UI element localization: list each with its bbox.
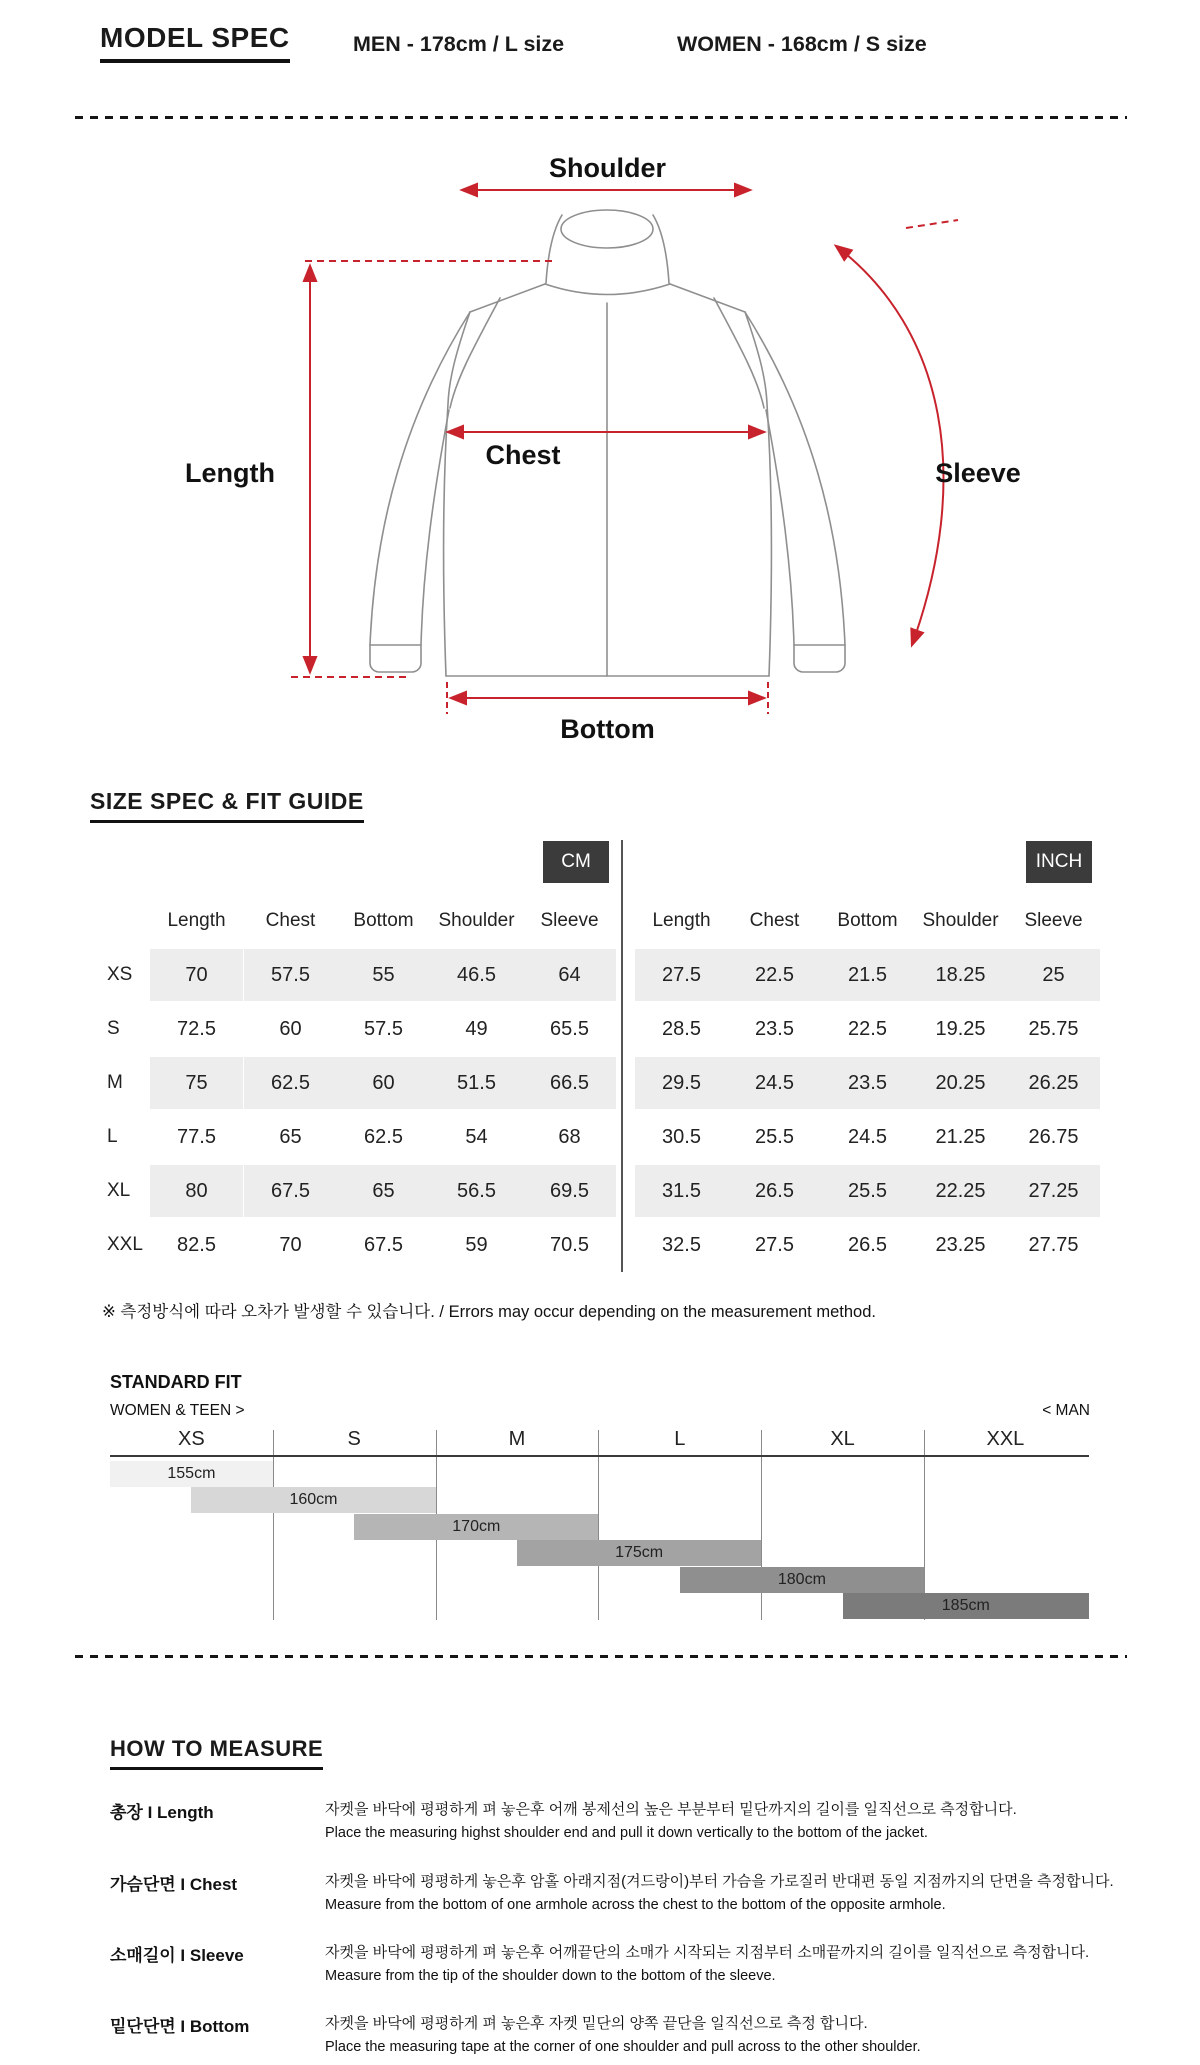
size-row-label: M	[107, 1072, 123, 1093]
inch-value-cell: 26.25	[1007, 1057, 1100, 1109]
standard-fit-left-label: WOMEN & TEEN >	[110, 1402, 245, 1419]
measure-item-en: Measure from the bottom of one armhole across the chest to the bottom of the opposite armhole.	[325, 1897, 946, 1913]
cm-value-cell: 62.5	[244, 1057, 337, 1109]
bottom-label: Bottom	[560, 714, 655, 744]
cm-value-cell: 64	[523, 949, 616, 1001]
inch-value-cell: 24.5	[728, 1057, 821, 1109]
fit-chart-bar: 175cm	[517, 1540, 761, 1566]
cm-value-cell: 51.5	[430, 1057, 523, 1109]
cm-value-cell: 49	[465, 1018, 488, 1040]
bottom-dashed-divider	[75, 1655, 1127, 1658]
how-to-measure-title: HOW TO MEASURE	[110, 1736, 323, 1770]
measure-item-kr: 자켓을 바닥에 평평하게 놓은후 암홀 아래지점(겨드랑이)부터 가슴을 가로질러 반대편 동일 지점까지의 단면을 측정합니다.	[325, 1873, 1114, 1890]
fit-chart-bar: 180cm	[680, 1567, 924, 1593]
inch-value-cell: 27.75	[1028, 1234, 1079, 1256]
inch-col-header: Sleeve	[1024, 910, 1083, 931]
measure-item-kr: 자켓을 바닥에 평평하게 펴 놓은후 자켓 밑단의 양쪽 끝단을 일직선으로 측정 합니다.	[325, 2015, 868, 2032]
cm-value-cell: 57.5	[244, 949, 337, 1001]
size-row-label: XL	[107, 1180, 131, 1201]
inch-value-cell: 22.5	[728, 949, 821, 1001]
size-row-label: S	[107, 1018, 120, 1039]
sleeve-label: Sleeve	[935, 458, 1021, 488]
fit-chart-size-label: XL	[830, 1428, 855, 1450]
cm-value-cell: 70.5	[550, 1234, 589, 1256]
cm-col-header: Shoulder	[438, 910, 515, 931]
size-row-label: XS	[107, 964, 133, 985]
measure-item-label: 소매길이 I Sleeve	[110, 1946, 244, 1965]
cm-value-cell: 77.5	[177, 1126, 216, 1148]
fit-chart-size-label: M	[508, 1428, 526, 1450]
inch-value-cell: 32.5	[662, 1234, 701, 1256]
inch-value-cell: 26.5	[848, 1234, 887, 1256]
inch-value-cell: 25.75	[1028, 1018, 1079, 1040]
measure-item-en: Place the measuring tape at the corner of one shoulder and pull across to the other shoulder.	[325, 2039, 921, 2055]
inch-value-cell: 26.5	[728, 1165, 821, 1217]
cm-col-header: Length	[167, 910, 226, 931]
cm-value-cell: 54	[465, 1126, 488, 1148]
cm-value-cell: 56.5	[430, 1165, 523, 1217]
cm-value-cell: 55	[337, 949, 430, 1001]
fit-chart-bar: 170cm	[354, 1514, 598, 1540]
inch-value-cell: 19.25	[935, 1018, 986, 1040]
inch-value-cell: 25.5	[755, 1126, 794, 1148]
length-label: Length	[185, 458, 275, 488]
cm-value-cell: 82.5	[177, 1234, 216, 1256]
sleeve-arrow	[836, 246, 943, 645]
measure-item-en: Measure from the tip of the shoulder down to the bottom of the sleeve.	[325, 1968, 776, 1984]
inch-value-cell: 29.5	[635, 1057, 728, 1109]
inch-value-cell: 31.5	[635, 1165, 728, 1217]
measure-item-kr: 자켓을 바닥에 평평하게 펴 놓은후 어깨 봉제선의 높은 부분부터 밑단까지의 길이를 일직선으로 측정합니다.	[325, 1801, 1017, 1818]
cm-value-cell: 72.5	[177, 1018, 216, 1040]
size-spec-title: SIZE SPEC & FIT GUIDE	[90, 788, 364, 823]
fit-chart-bar: 155cm	[110, 1461, 273, 1487]
measure-item-label: 총장 I Length	[110, 1803, 214, 1822]
cm-value-cell: 60	[279, 1018, 302, 1040]
inch-value-cell: 22.5	[848, 1018, 887, 1040]
fit-chart-size-label: S	[347, 1428, 361, 1450]
page-title: MODEL SPEC	[100, 22, 290, 63]
inch-value-cell: 25.5	[821, 1165, 914, 1217]
fit-chart-axis-line	[110, 1455, 1089, 1457]
inch-unit-badge: INCH	[1026, 841, 1092, 883]
cm-col-header: Bottom	[353, 910, 414, 931]
measurement-note: ※ 측정방식에 따라 오차가 발생할 수 있습니다. / Errors may occur depending on the measurement method.	[102, 1303, 876, 1321]
cm-value-cell: 80	[150, 1165, 243, 1217]
jacket-measurement-diagram	[0, 0, 1200, 780]
cm-value-cell: 66.5	[523, 1057, 616, 1109]
size-row-label: XXL	[107, 1234, 143, 1255]
inch-value-cell: 22.25	[914, 1165, 1007, 1217]
size-row-label: L	[107, 1126, 118, 1147]
cm-value-cell: 46.5	[430, 949, 523, 1001]
inch-value-cell: 24.5	[848, 1126, 887, 1148]
inch-value-cell: 25	[1007, 949, 1100, 1001]
fit-chart-gridline	[273, 1430, 274, 1620]
inch-value-cell: 21.5	[821, 949, 914, 1001]
cm-value-cell: 65	[337, 1165, 430, 1217]
cm-value-cell: 70	[279, 1234, 302, 1256]
cm-value-cell: 68	[558, 1126, 581, 1148]
fit-chart-bar: 185cm	[843, 1593, 1089, 1619]
measure-item-label: 밑단단면 I Bottom	[110, 2017, 250, 2036]
inch-value-cell: 28.5	[662, 1018, 701, 1040]
chest-label: Chest	[485, 440, 561, 470]
cm-value-cell: 75	[150, 1057, 243, 1109]
cm-col-header: Chest	[265, 910, 316, 931]
table-separator-line	[621, 840, 623, 1272]
fit-chart-gridline	[598, 1430, 599, 1620]
inch-value-cell: 30.5	[662, 1126, 701, 1148]
inch-value-cell: 27.5	[755, 1234, 794, 1256]
inch-value-cell: 27.5	[635, 949, 728, 1001]
cm-value-cell: 67.5	[364, 1234, 403, 1256]
measure-item-label: 가슴단면 I Chest	[110, 1875, 238, 1894]
measure-item-en: Place the measuring highst shoulder end and pull it down vertically to the bottom of the jacket.	[325, 1825, 928, 1841]
fit-chart-size-label: L	[674, 1428, 686, 1450]
fit-chart-bar: 160cm	[191, 1487, 435, 1513]
model-spec-men: MEN - 178cm / L size	[353, 32, 565, 56]
cm-value-cell: 65.5	[550, 1018, 589, 1040]
inch-value-cell: 18.25	[914, 949, 1007, 1001]
inch-value-cell: 23.5	[821, 1057, 914, 1109]
inch-value-cell: 23.25	[935, 1234, 986, 1256]
fit-chart-size-label: XS	[178, 1428, 205, 1450]
fit-chart-size-label: XXL	[986, 1428, 1025, 1450]
inch-col-header: Shoulder	[922, 910, 999, 931]
cm-value-cell: 62.5	[364, 1126, 403, 1148]
standard-fit-right-label: < MAN	[1042, 1402, 1090, 1419]
measure-item-kr: 자켓을 바닥에 평평하게 펴 놓은후 어깨끝단의 소매가 시작되는 지점부터 소매끝까지의 길이를 일직선으로 측정합니다.	[325, 1944, 1090, 1961]
jacket-outline	[370, 210, 845, 676]
cm-value-cell: 67.5	[244, 1165, 337, 1217]
sleeve-top-tick	[906, 220, 958, 228]
cm-value-cell: 59	[465, 1234, 488, 1256]
inch-col-header: Length	[652, 910, 711, 931]
standard-fit-title: STANDARD FIT	[110, 1372, 242, 1392]
cm-unit-badge: CM	[543, 841, 609, 883]
inch-value-cell: 23.5	[755, 1018, 794, 1040]
inch-value-cell: 21.25	[935, 1126, 986, 1148]
cm-value-cell: 60	[337, 1057, 430, 1109]
cm-col-header: Sleeve	[540, 910, 599, 931]
inch-value-cell: 26.75	[1028, 1126, 1079, 1148]
fit-chart-gridline	[924, 1430, 925, 1620]
inch-col-header: Bottom	[837, 910, 898, 931]
cm-value-cell: 65	[279, 1126, 302, 1148]
cm-value-cell: 69.5	[523, 1165, 616, 1217]
model-spec-women: WOMEN - 168cm / S size	[677, 32, 927, 56]
inch-col-header: Chest	[749, 910, 800, 931]
cm-value-cell: 57.5	[364, 1018, 403, 1040]
shoulder-label: Shoulder	[548, 153, 666, 183]
inch-value-cell: 20.25	[914, 1057, 1007, 1109]
cm-value-cell: 70	[150, 949, 243, 1001]
inch-value-cell: 27.25	[1007, 1165, 1100, 1217]
